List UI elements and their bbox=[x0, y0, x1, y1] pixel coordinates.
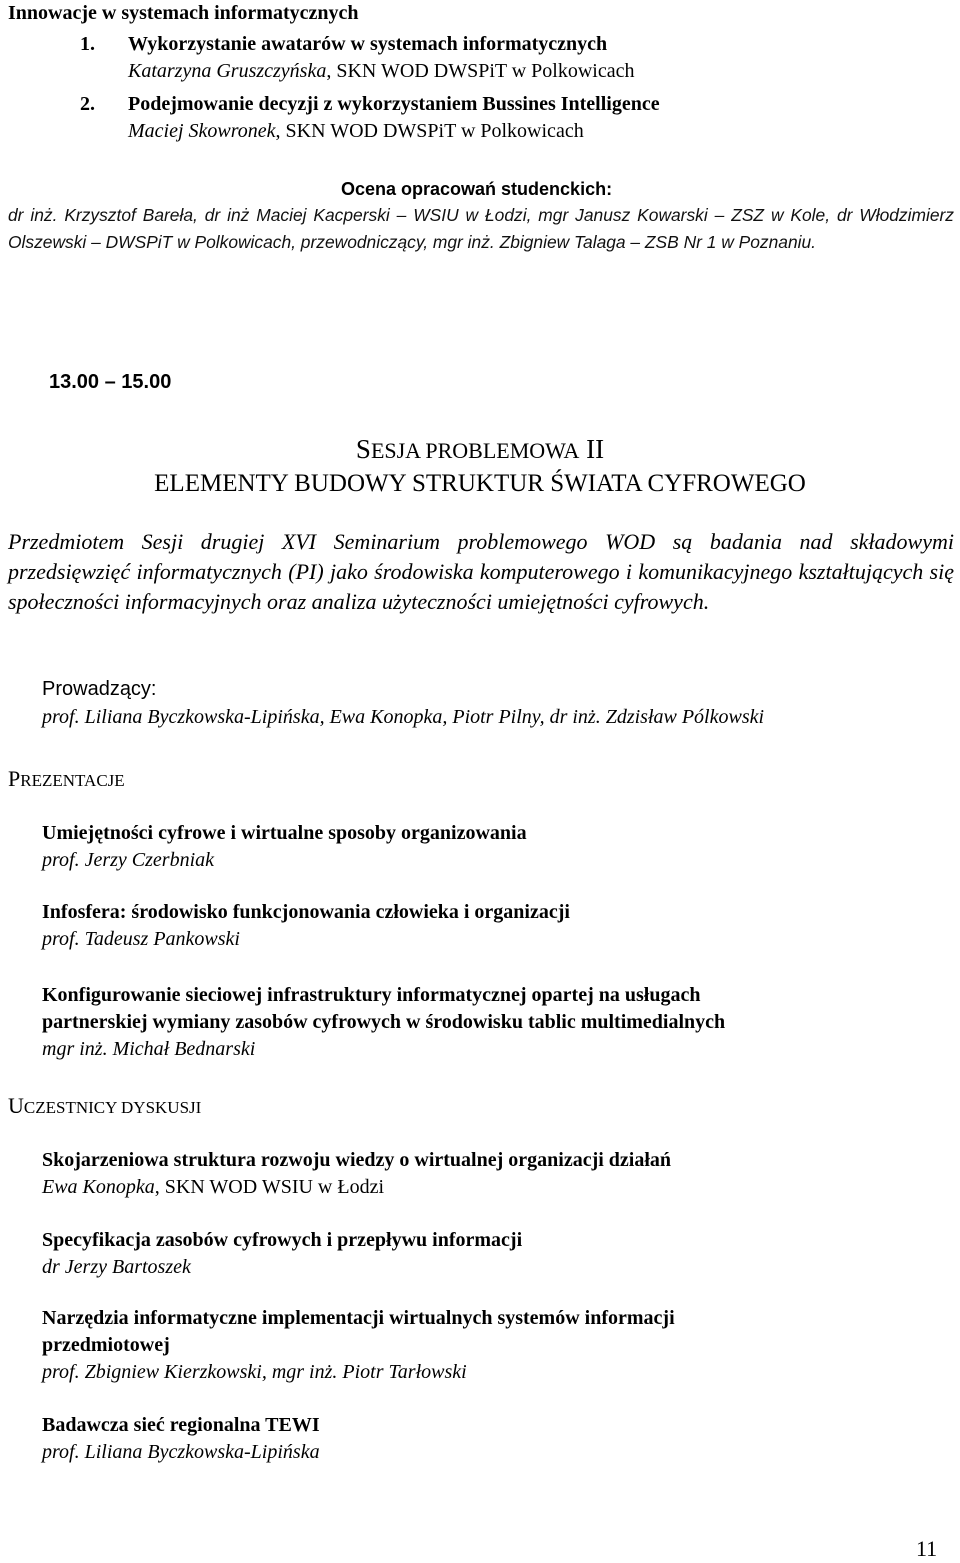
item-title bbox=[80, 91, 660, 118]
item-title-text: Wykorzystanie awatarów w systemach informatycznych bbox=[128, 33, 608, 55]
presentation-title: Konfigurowanie sieciowej infrastruktury informatycznej opartej na usługach bbox=[42, 984, 701, 1006]
hosts-label: Prowadzący: bbox=[42, 678, 157, 700]
item-author-line bbox=[128, 118, 584, 145]
presentations-heading-rest: REZENTACJE bbox=[20, 771, 125, 790]
presentation-title: Infosfera: środowisko funkcjonowania człowieka i organizacji bbox=[42, 901, 570, 923]
discussion-title-cont: przedmiotowej bbox=[42, 1334, 170, 1356]
discussion-author: Ewa Konopka bbox=[42, 1176, 155, 1198]
presentation-author: prof. Jerzy Czerbniak bbox=[42, 849, 215, 871]
discussion-heading-rest: CZESTNICY DYSKUSJI bbox=[23, 1098, 202, 1117]
session-title-rest: ESJA PROBLEMOWA bbox=[370, 438, 580, 463]
item-title bbox=[80, 31, 607, 58]
presentations-heading-cap: P bbox=[8, 766, 21, 791]
discussion-author-line bbox=[42, 1174, 384, 1201]
presentations-heading bbox=[8, 765, 125, 795]
discussion-title: Specyfikacja zasobów cyfrowych i przepływu informacji bbox=[42, 1229, 523, 1251]
discussion-affiliation: , SKN WOD WSIU w Łodzi bbox=[154, 1176, 385, 1198]
page-number: 11 bbox=[916, 1536, 938, 1561]
presentation-author: mgr inż. Michał Bednarski bbox=[42, 1038, 256, 1060]
item-affiliation: , SKN WOD DWSPiT w Polkowicach bbox=[275, 120, 584, 142]
discussion-heading bbox=[8, 1092, 201, 1122]
session-title bbox=[0, 433, 960, 467]
evaluation-text: dr inż. Krzysztof Bareła, dr inż Maciej Kacperski – WSIU w Łodzi, mgr Janusz Kowarski – ZSZ w Kole, dr Włodzimierz Olszewski – DWSPiT w Polkowicach, przewodniczący, mgr inż. Zbigniew Talaga – ZSB Nr 1 w Poznaniu. bbox=[8, 205, 954, 252]
session-title-numeral: II bbox=[586, 434, 605, 464]
section-title: Innowacje w systemach informatycznych bbox=[8, 2, 359, 24]
session-title-cap: S bbox=[355, 434, 371, 464]
discussion-title: Narzędzia informatyczne implementacji wirtualnych systemów informacji bbox=[42, 1307, 675, 1329]
item-number: 2. bbox=[80, 93, 95, 115]
presentation-title: Umiejętności cyfrowe i wirtualne sposoby organizowania bbox=[42, 822, 527, 844]
discussion-title: Skojarzeniowa struktura rozwoju wiedzy o wirtualnej organizacji działań bbox=[42, 1149, 672, 1171]
session-description: Przedmiotem Sesji drugiej XVI Seminarium problemowego WOD są badania nad składowymi przedsięwzięć informatycznych (PI) jako środowiska komputerowego i komunikacyjnego kształtujących się społeczności informacyjnych oraz analiza użyteczności umiejętności cyfrowych. bbox=[8, 529, 954, 614]
item-number: 1. bbox=[80, 33, 95, 55]
item-affiliation: , SKN WOD DWSPiT w Polkowicach bbox=[326, 60, 635, 82]
session-subtitle: ELEMENTY BUDOWY STRUKTUR ŚWIATA CYFROWEGO bbox=[154, 470, 806, 497]
item-title-text: Podejmowanie decyzji z wykorzystaniem Bussines Intelligence bbox=[128, 93, 660, 115]
hosts-list: prof. Liliana Byczkowska-Lipińska, Ewa Konopka, Piotr Pilny, dr inż. Zdzisław Pólkowski bbox=[42, 706, 765, 728]
discussion-author: dr Jerzy Bartoszek bbox=[42, 1256, 191, 1278]
session-time: 13.00 – 15.00 bbox=[49, 371, 172, 393]
presentation-author: prof. Tadeusz Pankowski bbox=[42, 928, 240, 950]
item-author: Katarzyna Gruszczyńska bbox=[128, 60, 327, 82]
discussion-title: Badawcza sieć regionalna TEWI bbox=[42, 1414, 320, 1436]
presentation-title-cont: partnerskiej wymiany zasobów cyfrowych w środowisku tablic multimedialnych bbox=[42, 1011, 726, 1033]
discussion-author: prof. Zbigniew Kierzkowski, mgr inż. Piotr Tarłowski bbox=[42, 1361, 467, 1383]
evaluation-heading: Ocena opracowań studenckich: bbox=[341, 179, 613, 199]
discussion-heading-cap: U bbox=[8, 1093, 24, 1118]
item-author: Maciej Skowronek bbox=[128, 120, 276, 142]
discussion-author: prof. Liliana Byczkowska-Lipińska bbox=[42, 1441, 320, 1463]
item-author-line bbox=[128, 58, 635, 85]
